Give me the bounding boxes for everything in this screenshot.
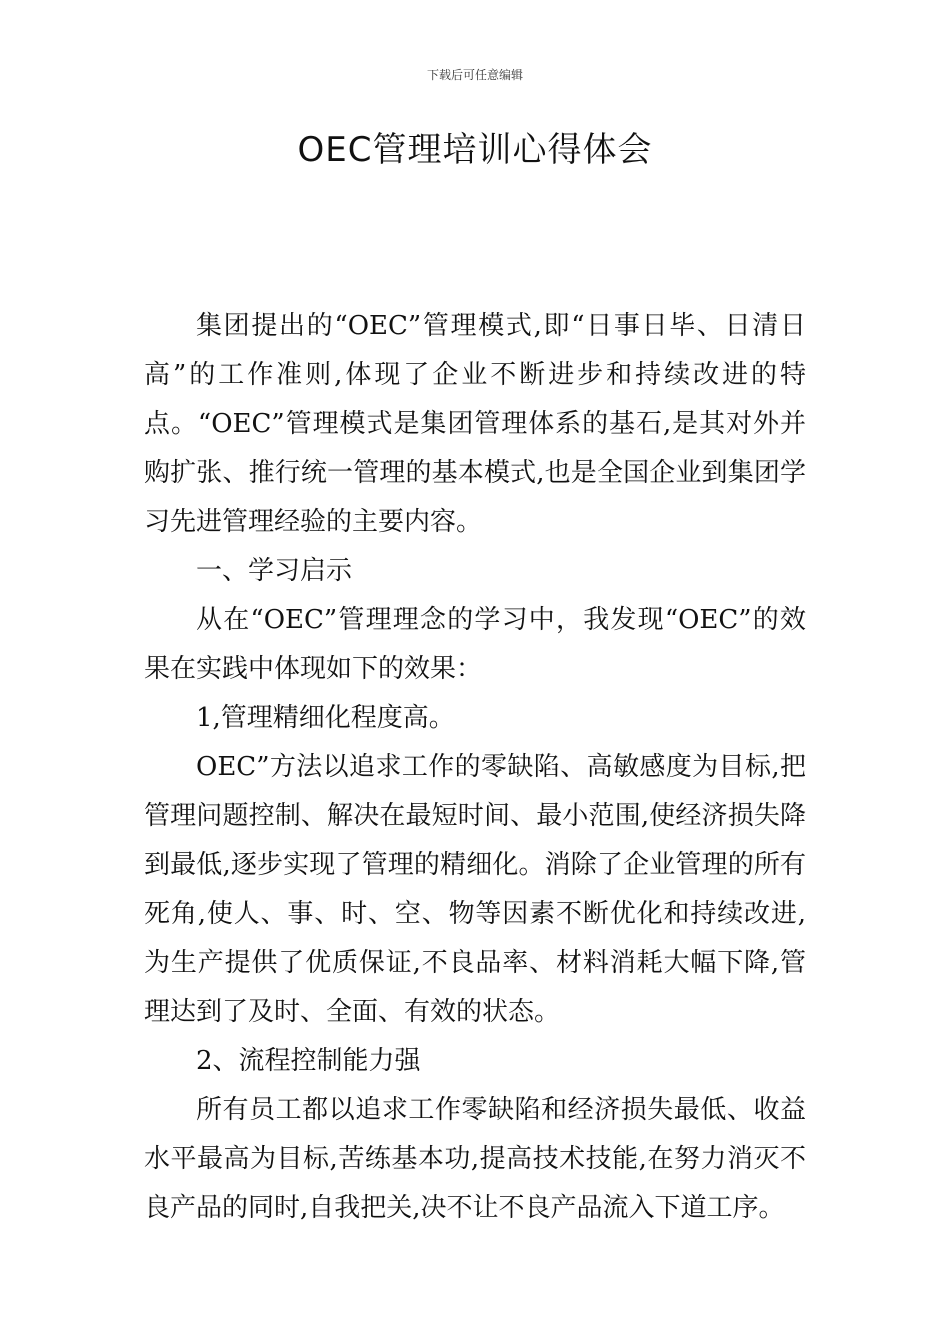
document-body xyxy=(144,302,806,1233)
paragraph-effects-intro: 从在“OEC”管理理念的学习中，我发现“OEC”的效果在实践中体现如下的效果： xyxy=(144,605,806,684)
paragraph-process-control: 所有员工都以追求工作零缺陷和经济损失最低、收益水平最高为目标,苦练基本功,提高技术技能,在努力消灭不良产品的同时,自我把关,决不让不良产品流入下道工序。 xyxy=(144,1095,806,1223)
paragraph-refined-management: OEC”方法以追求工作的零缺陷、高敏感度为目标,把管理问题控制、解决在最短时间、最小范围,使经济损失降到最低,逐步实现了管理的精细化。消除了企业管理的所有死角,使人、事、时、空、物等因素不断优化和持续改进,为生产提供了优质保证,不良品率、材料消耗大幅下降,管理达到了及时、全面、有效的状态。 xyxy=(144,752,806,1027)
subheading-refined-management: 1,管理精细化程度高。 xyxy=(196,703,455,733)
document-title: OEC管理培训心得体会 xyxy=(297,130,653,170)
subheading-process-control: 2、流程控制能力强 xyxy=(196,1046,421,1076)
header-note: 下载后可任意编辑 xyxy=(426,68,523,82)
section-heading-learning-insights: 一、学习启示 xyxy=(196,556,353,586)
paragraph-intro: 集团提出的“OEC”管理模式,即“日事日毕、日清日高”的工作准则,体现了企业不断进步和持续改进的特点。“OEC”管理模式是集团管理体系的基石,是其对外并购扩张、推行统一管理的基本模式,也是全国企业到集团学习先进管理经验的主要内容。 xyxy=(144,311,806,537)
